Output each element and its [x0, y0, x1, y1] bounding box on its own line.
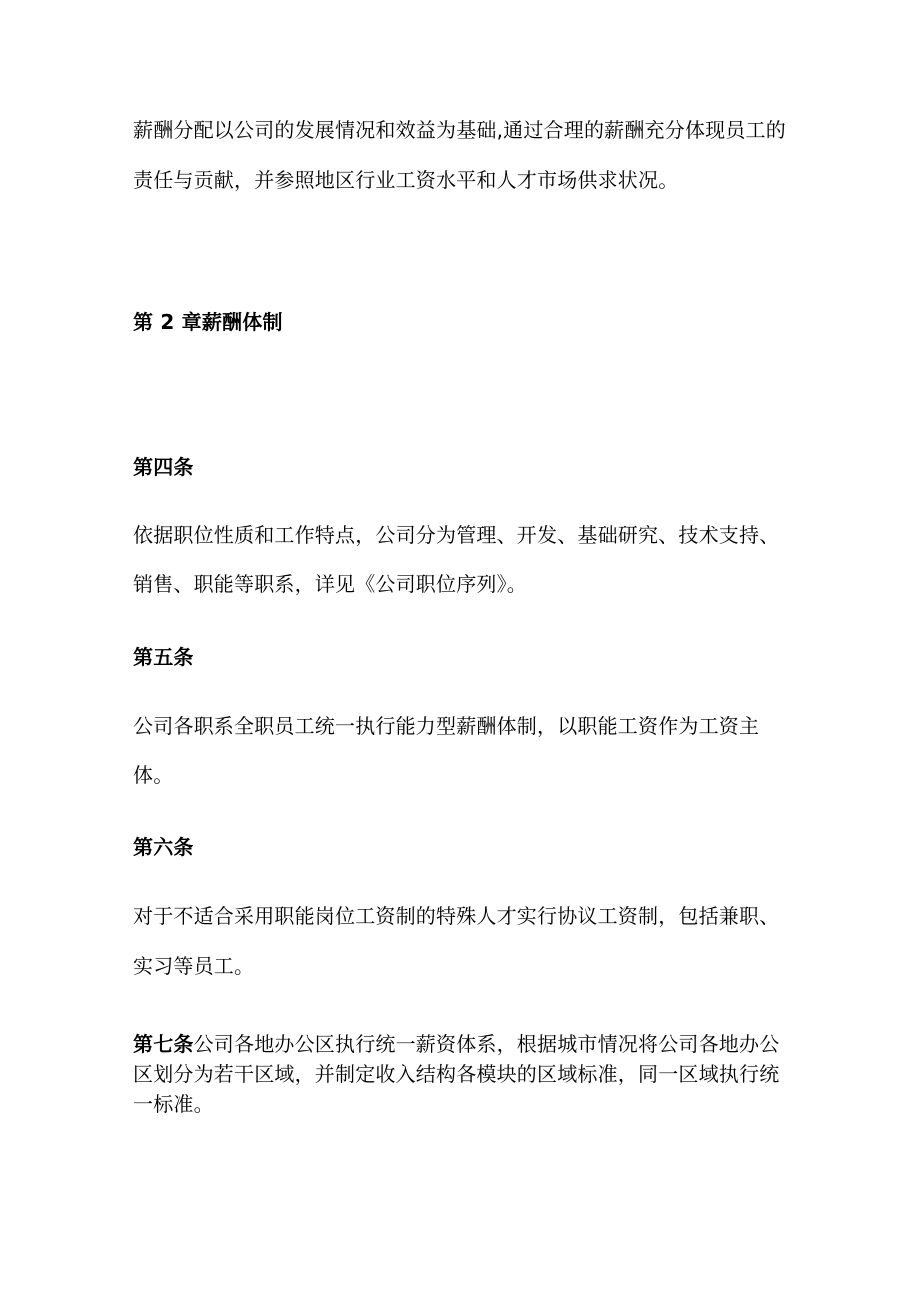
article-7-body: 公司各地办公区执行统一薪资体系，根据城市情况将公司各地办公区划分为若干区域，并制定收入结构各模块的区域标准，同一区域执行统一标准。: [133, 1032, 780, 1116]
intro-line-2: 责任与贡献，并参照地区行业工资水平和人才市场供求状况。: [133, 168, 679, 192]
article-6-heading: 第六条: [133, 835, 194, 859]
article-5-line-2: 体。: [133, 763, 174, 787]
article-7-heading: 第七条: [133, 1032, 194, 1056]
intro-line-1: 薪酬分配以公司的发展情况和效益为基础,通过合理的薪酬充分体现员工的: [133, 118, 786, 142]
article-4-line-1: 依据职位性质和工作特点，公司分为管理、开发、基础研究、技术支持、: [133, 523, 780, 547]
article-6-line-2: 实习等员工。: [133, 954, 255, 978]
chapter-title: 第 2 章薪酬体制: [133, 310, 283, 334]
article-6-line-1: 对于不适合采用职能岗位工资制的特殊人才实行协议工资制，包括兼职、: [133, 904, 780, 928]
article-7-paragraph: [133, 1029, 793, 1119]
article-4-line-2: 销售、职能等职系，详见《公司职位序列》。: [133, 572, 527, 596]
article-5-line-1: 公司各职系全职员工统一执行能力型薪酬体制，以职能工资作为工资主: [133, 714, 760, 738]
article-4-heading: 第四条: [133, 455, 194, 479]
article-5-heading: 第五条: [133, 645, 194, 669]
